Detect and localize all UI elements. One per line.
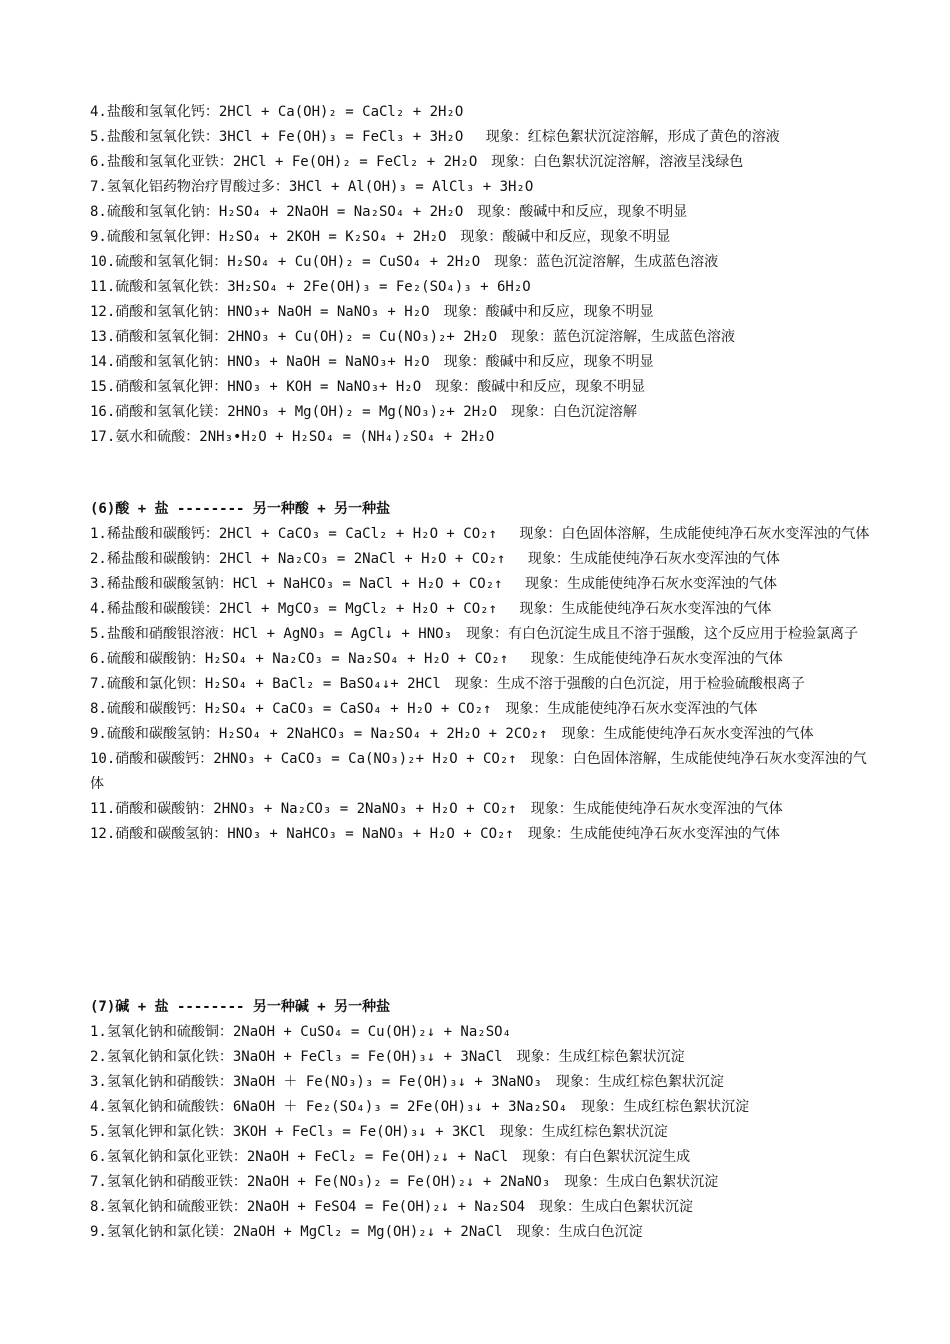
equation-line: 3.稀盐酸和碳酸氢钠：HCl + NaHCO₃ = NaCl + H₂O + CO₂↑ 现象：生成能使纯净石灰水变浑浊的气体 xyxy=(90,576,778,592)
section-base-salt xyxy=(90,995,870,1245)
equation-line: 10.硫酸和氢氧化铜：H₂SO₄ + Cu(OH)₂ = CuSO₄ + 2H₂O 现象：蓝色沉淀溶解，生成蓝色溶液 xyxy=(90,254,719,270)
equation-line: 11.硝酸和碳酸钠：2HNO₃ + Na₂CO₃ = 2NaNO₃ + H₂O + CO₂↑ 现象：生成能使纯净石灰水变浑浊的气体 xyxy=(90,801,783,817)
equation-line: 5.盐酸和硝酸银溶液：HCl + AgNO₃ = AgCl↓ + HNO₃ 现象：有白色沉淀生成且不溶于强酸，这个反应用于检验氯离子 xyxy=(90,626,859,642)
equation-line: 3.氢氧化钠和硝酸铁：3NaOH ＋ Fe(NO₃)₃ = Fe(OH)₃↓ + 3NaNO₃ 现象：生成红棕色絮状沉淀 xyxy=(90,1074,724,1090)
section-acid-salt xyxy=(90,497,870,847)
equation-line: 4.氢氧化钠和硫酸铁：6NaOH ＋ Fe₂(SO₄)₃ = 2Fe(OH)₃↓ + 3Na₂SO₄ 现象：生成红棕色絮状沉淀 xyxy=(90,1099,750,1115)
equation-line: 14.硝酸和氢氧化钠：HNO₃ + NaOH = NaNO₃+ H₂O 现象：酸碱中和反应，现象不明显 xyxy=(90,354,654,370)
equation-line: 6.硫酸和碳酸钠：H₂SO₄ + Na₂CO₃ = Na₂SO₄ + H₂O + CO₂↑ 现象：生成能使纯净石灰水变浑浊的气体 xyxy=(90,651,783,667)
section-acid-base-continued xyxy=(90,100,870,450)
equation-line: 9.硫酸和氢氧化钾：H₂SO₄ + 2KOH = K₂SO₄ + 2H₂O 现象：酸碱中和反应，现象不明显 xyxy=(90,229,671,245)
equation-line: 5.氢氧化钾和氯化铁：3KOH + FeCl₃ = Fe(OH)₃↓ + 3KCl 现象：生成红棕色絮状沉淀 xyxy=(90,1124,668,1140)
equation-line: 5.盐酸和氢氧化铁：3HCl + Fe(OH)₃ = FeCl₃ + 3H₂O 现象：红棕色絮状沉淀溶解，形成了黄色的溶液 xyxy=(90,129,780,145)
equation-line: 2.氢氧化钠和氯化铁：3NaOH + FeCl₃ = Fe(OH)₃↓ + 3NaCl 现象：生成红棕色絮状沉淀 xyxy=(90,1049,685,1065)
equation-line: 12.硝酸和氢氧化钠：HNO₃+ NaOH = NaNO₃ + H₂O 现象：酸碱中和反应，现象不明显 xyxy=(90,304,654,320)
equation-line: 13.硝酸和氢氧化铜：2HNO₃ + Cu(OH)₂ = Cu(NO₃)₂+ 2H₂O 现象：蓝色沉淀溶解，生成蓝色溶液 xyxy=(90,329,736,345)
equation-line: 11.硫酸和氢氧化铁：3H₂SO₄ + 2Fe(OH)₃ = Fe₂(SO₄)₃ + 6H₂O xyxy=(90,279,531,295)
section-heading: (7)碱 + 盐 -------- 另一种碱 + 另一种盐 xyxy=(90,999,391,1015)
equation-line: 17.氨水和硫酸：2NH₃•H₂O + H₂SO₄ = (NH₄)₂SO₄ + 2H₂O xyxy=(90,429,495,445)
equation-line: 10.硝酸和碳酸钙：2HNO₃ + CaCO₃ = Ca(NO₃)₂+ H₂O + CO₂↑ 现象：白色固体溶解，生成能使纯净石灰水变浑浊的气体 xyxy=(90,751,867,792)
section-heading: (6)酸 + 盐 -------- 另一种酸 + 另一种盐 xyxy=(90,501,391,517)
equation-line: 6.盐酸和氢氧化亚铁：2HCl + Fe(OH)₂ = FeCl₂ + 2H₂O 现象：白色絮状沉淀溶解，溶液呈浅绿色 xyxy=(90,154,744,170)
equation-line: 8.硫酸和碳酸钙：H₂SO₄ + CaCO₃ = CaSO₄ + H₂O + CO₂↑ 现象：生成能使纯净石灰水变浑浊的气体 xyxy=(90,701,758,717)
equation-line: 8.氢氧化钠和硫酸亚铁：2NaOH + FeSO4 = Fe(OH)₂↓ + Na₂SO4 现象：生成白色絮状沉淀 xyxy=(90,1199,694,1215)
equation-line: 8.硫酸和氢氧化钠：H₂SO₄ + 2NaOH = Na₂SO₄ + 2H₂O 现象：酸碱中和反应，现象不明显 xyxy=(90,204,688,220)
equation-line: 9.硫酸和碳酸氢钠：H₂SO₄ + 2NaHCO₃ = Na₂SO₄ + 2H₂O + 2CO₂↑ 现象：生成能使纯净石灰水变浑浊的气体 xyxy=(90,726,814,742)
equation-line: 1.氢氧化钠和硫酸铜：2NaOH + CuSO₄ = Cu(OH)₂↓ + Na₂SO₄ xyxy=(90,1024,512,1040)
equation-line: 12.硝酸和碳酸氢钠：HNO₃ + NaHCO₃ = NaNO₃ + H₂O + CO₂↑ 现象：生成能使纯净石灰水变浑浊的气体 xyxy=(90,826,780,842)
equation-line: 15.硝酸和氢氧化钾：HNO₃ + KOH = NaNO₃+ H₂O 现象：酸碱中和反应，现象不明显 xyxy=(90,379,646,395)
equation-line: 7.氢氧化钠和硝酸亚铁：2NaOH + Fe(NO₃)₂ = Fe(OH)₂↓ + 2NaNO₃ 现象：生成白色絮状沉淀 xyxy=(90,1174,719,1190)
equation-line: 4.稀盐酸和碳酸镁：2HCl + MgCO₃ = MgCl₂ + H₂O + CO₂↑ 现象：生成能使纯净石灰水变浑浊的气体 xyxy=(90,601,772,617)
equation-line: 2.稀盐酸和碳酸钠：2HCl + Na₂CO₃ = 2NaCl + H₂O + CO₂↑ 现象：生成能使纯净石灰水变浑浊的气体 xyxy=(90,551,780,567)
equation-line: 1.稀盐酸和碳酸钙：2HCl + CaCO₃ = CaCl₂ + H₂O + CO₂↑ 现象：白色固体溶解，生成能使纯净石灰水变浑浊的气体 xyxy=(90,526,870,542)
equation-line: 16.硝酸和氢氧化镁：2HNO₃ + Mg(OH)₂ = Mg(NO₃)₂+ 2H₂O 现象：白色沉淀溶解 xyxy=(90,404,638,420)
equation-line: 7.氢氧化铝药物治疗胃酸过多：3HCl + Al(OH)₃ = AlCl₃ + 3H₂O xyxy=(90,179,534,195)
equation-line: 9.氢氧化钠和氯化镁：2NaOH + MgCl₂ = Mg(OH)₂↓ + 2NaCl 现象：生成白色沉淀 xyxy=(90,1224,643,1240)
equation-line: 7.硫酸和氯化钡：H₂SO₄ + BaCl₂ = BaSO₄↓+ 2HCl 现象：生成不溶于强酸的白色沉淀，用于检验硫酸根离子 xyxy=(90,676,805,692)
equation-line: 6.氢氧化钠和氯化亚铁：2NaOH + FeCl₂ = Fe(OH)₂↓ + NaCl 现象：有白色絮状沉淀生成 xyxy=(90,1149,691,1165)
equation-line: 4.盐酸和氢氧化钙：2HCl + Ca(OH)₂ = CaCl₂ + 2H₂O xyxy=(90,104,464,120)
